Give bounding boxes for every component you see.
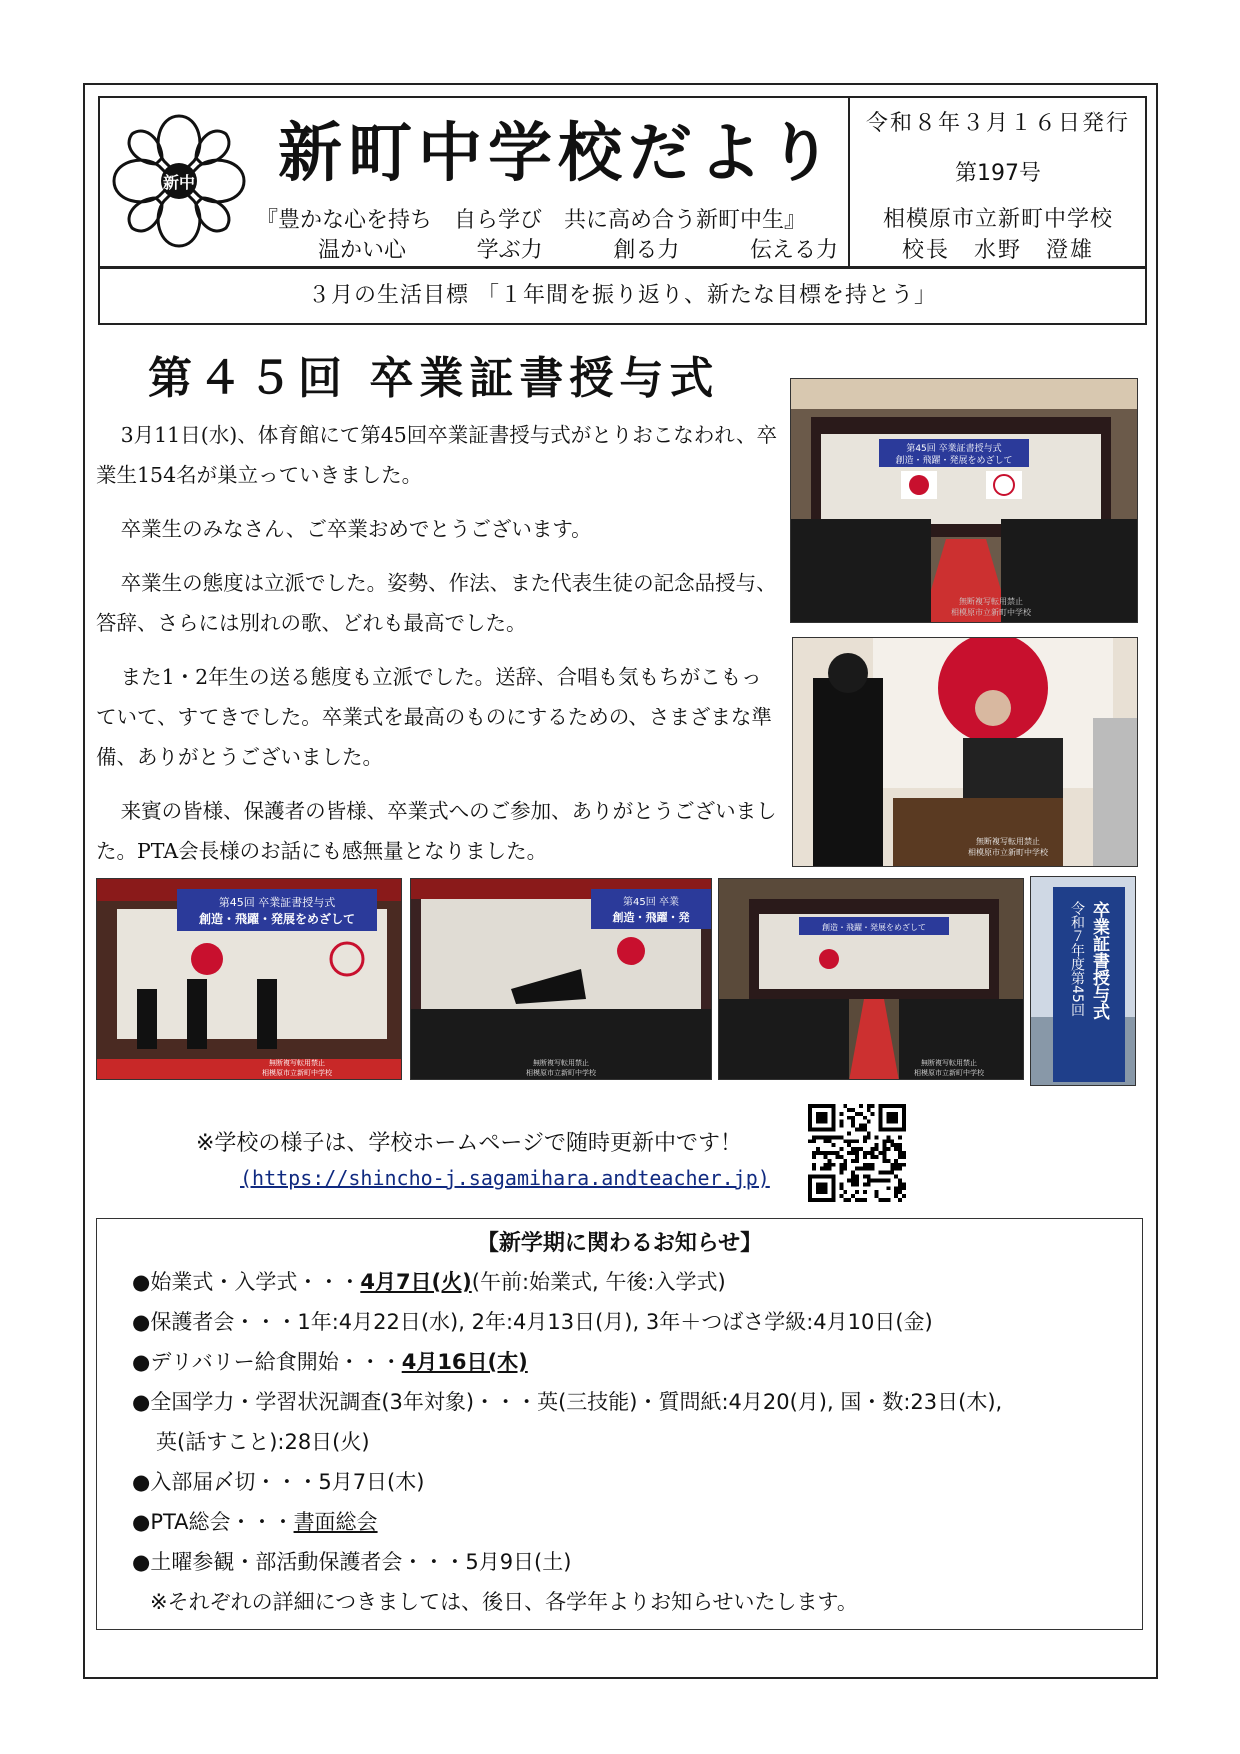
website-link[interactable]: (https://shincho-j.sagamihara.andteacher.jp)	[240, 1166, 770, 1190]
notice-item	[132, 1462, 1132, 1502]
notice-detail: (3年対象)・・・英(三技能)・質問紙:4月20(月), 国・数:23日(木),	[381, 1390, 1003, 1414]
notice-label: ●始業式・入学式・・・	[132, 1270, 361, 1294]
notice-item-continued	[132, 1422, 1132, 1462]
photo-diploma-presentation	[792, 637, 1138, 867]
photo-watermark: 無断複写転用禁止	[976, 837, 1040, 846]
banner-title: 第45回 卒業証書授与式	[218, 896, 336, 909]
notice-detail: 5月9日(土)	[465, 1550, 572, 1574]
notice-label: ●全国学力・学習状況調査	[132, 1390, 382, 1414]
banner-subtitle: 創造・飛躍・発展をめざして	[198, 912, 356, 926]
value-item: 創る力	[613, 238, 680, 263]
monthly-goal: ３月の生活目標 「１年間を振り返り、新たな目標を持とう」	[98, 267, 1147, 325]
school-emblem	[104, 106, 254, 256]
newsletter-title: 新町中学校だより	[278, 117, 838, 191]
photo-watermark-school: 相模原市立新町中学校	[951, 608, 1031, 617]
photo-ceremony-hall	[790, 378, 1138, 623]
photo-ceremony-sign	[1030, 876, 1136, 1086]
article-paragraph: また1・2年生の送る態度も立派でした。送辞、合唱も気もちがこもっていて、すてきでした。卒業式を最高のものにするための、さまざまな準備、ありがとうございました。	[96, 665, 772, 769]
article-paragraph: 3月11日(水)、体育館にて第45回卒業証書授与式がとりおこなわれ、卒業生154名が巣立っていきました。	[96, 423, 778, 487]
photo-watermark: 無断複写転用禁止	[533, 1059, 589, 1067]
notices-title: 【新学期に関わるお知らせ】	[476, 1231, 763, 1256]
article-body	[96, 415, 780, 885]
notice-detail: (午前:始業式, 午後:入学式)	[471, 1270, 726, 1294]
article-paragraph: 卒業生のみなさん、ご卒業おめでとうございます。	[120, 517, 592, 541]
qr-code[interactable]	[808, 1104, 906, 1202]
notice-detail: 1年:4月22日(水), 2年:4月13日(月), 3年＋つばさ学級:4月10日(金)	[297, 1310, 933, 1334]
value-item: 学ぶ力	[476, 238, 543, 263]
notice-label: ●デリバリー給食開始・・・	[132, 1350, 402, 1374]
photo-watermark-school: 相模原市立新町中学校	[526, 1069, 596, 1077]
notice-detail: 5月7日(木)	[318, 1470, 425, 1494]
notice-item	[132, 1542, 1132, 1582]
article-paragraph: 来賓の皆様、保護者の皆様、卒業式へのご参加、ありがとうございました。PTA会長様のお話にも感無量となりました。	[96, 799, 777, 863]
banner-title: 第45回 卒業	[623, 897, 679, 908]
notice-highlight: 4月16日(木)	[401, 1350, 528, 1374]
photo-chorus	[410, 878, 712, 1080]
notice-label: ●PTA総会・・・	[132, 1510, 294, 1534]
sign-line: 令和７年度第45回	[1069, 901, 1085, 1017]
notice-item	[132, 1502, 1132, 1542]
notice-detail: 英(話すこと):28日(火)	[156, 1430, 370, 1454]
school-name: 相模原市立新町中学校	[882, 207, 1113, 232]
banner-subtitle: 創造・飛躍・発	[612, 911, 690, 924]
photo-watermark-school: 相模原市立新町中学校	[914, 1069, 984, 1077]
notice-item	[132, 1342, 1132, 1382]
value-item: 温かい心	[318, 238, 407, 263]
photo-watermark-school: 相模原市立新町中学校	[968, 848, 1048, 857]
sign-line: 卒業証書授与式	[1089, 901, 1109, 1020]
banner-subtitle: 創造・飛躍・発展をめざして	[822, 923, 926, 932]
photo-watermark: 無断複写転用禁止	[959, 597, 1023, 606]
article-paragraph: 卒業生の態度は立派でした。姿勢、作法、また代表生徒の記念品授与、答辞、さらには別れの歌、どれも最高でした。	[96, 571, 777, 635]
notices-list	[132, 1262, 1132, 1622]
photo-graduates-exit	[718, 878, 1024, 1080]
issue-number: 第197号	[955, 161, 1041, 186]
article-heading: 第４５回 卒業証書授与式	[148, 353, 720, 404]
issue-date: 令和８年３月１６日発行	[865, 111, 1130, 136]
photo-stage-ceremony	[96, 878, 402, 1080]
photo-watermark: 無断複写転用禁止	[269, 1059, 325, 1067]
photo-watermark: 無断複写転用禁止	[921, 1059, 977, 1067]
notice-item	[132, 1302, 1132, 1342]
notices-footer: ※それぞれの詳細につきましては、後日、各学年よりお知らせいたします。	[150, 1590, 858, 1614]
principal-name: 校長 水野 澄雄	[901, 238, 1094, 263]
banner-title: 第45回 卒業証書授与式	[906, 444, 1002, 454]
school-values	[318, 233, 838, 264]
website-url[interactable]	[240, 1166, 770, 1190]
emblem-text: 新中	[162, 173, 196, 192]
notice-item	[132, 1382, 1132, 1422]
notice-label: ●土曜参観・部活動保護者会・・・	[132, 1550, 466, 1574]
notice-label: ●入部届〆切・・・	[132, 1470, 319, 1494]
photo-watermark-school: 相模原市立新町中学校	[262, 1069, 332, 1077]
notice-item	[132, 1262, 1132, 1302]
notice-highlight: 書面総会	[293, 1510, 378, 1534]
website-notice: ※学校の様子は、学校ホームページで随時更新中です！	[196, 1131, 742, 1156]
value-item: 伝える力	[749, 238, 838, 263]
banner-subtitle: 創造・飛躍・発展をめざして	[895, 456, 1013, 466]
school-motto: 『豊かな心を持ち 自ら学び 共に高め合う新町中生』	[256, 208, 807, 233]
notice-highlight: 4月7日(火)	[360, 1270, 472, 1294]
notice-label: ●保護者会・・・	[132, 1310, 298, 1334]
